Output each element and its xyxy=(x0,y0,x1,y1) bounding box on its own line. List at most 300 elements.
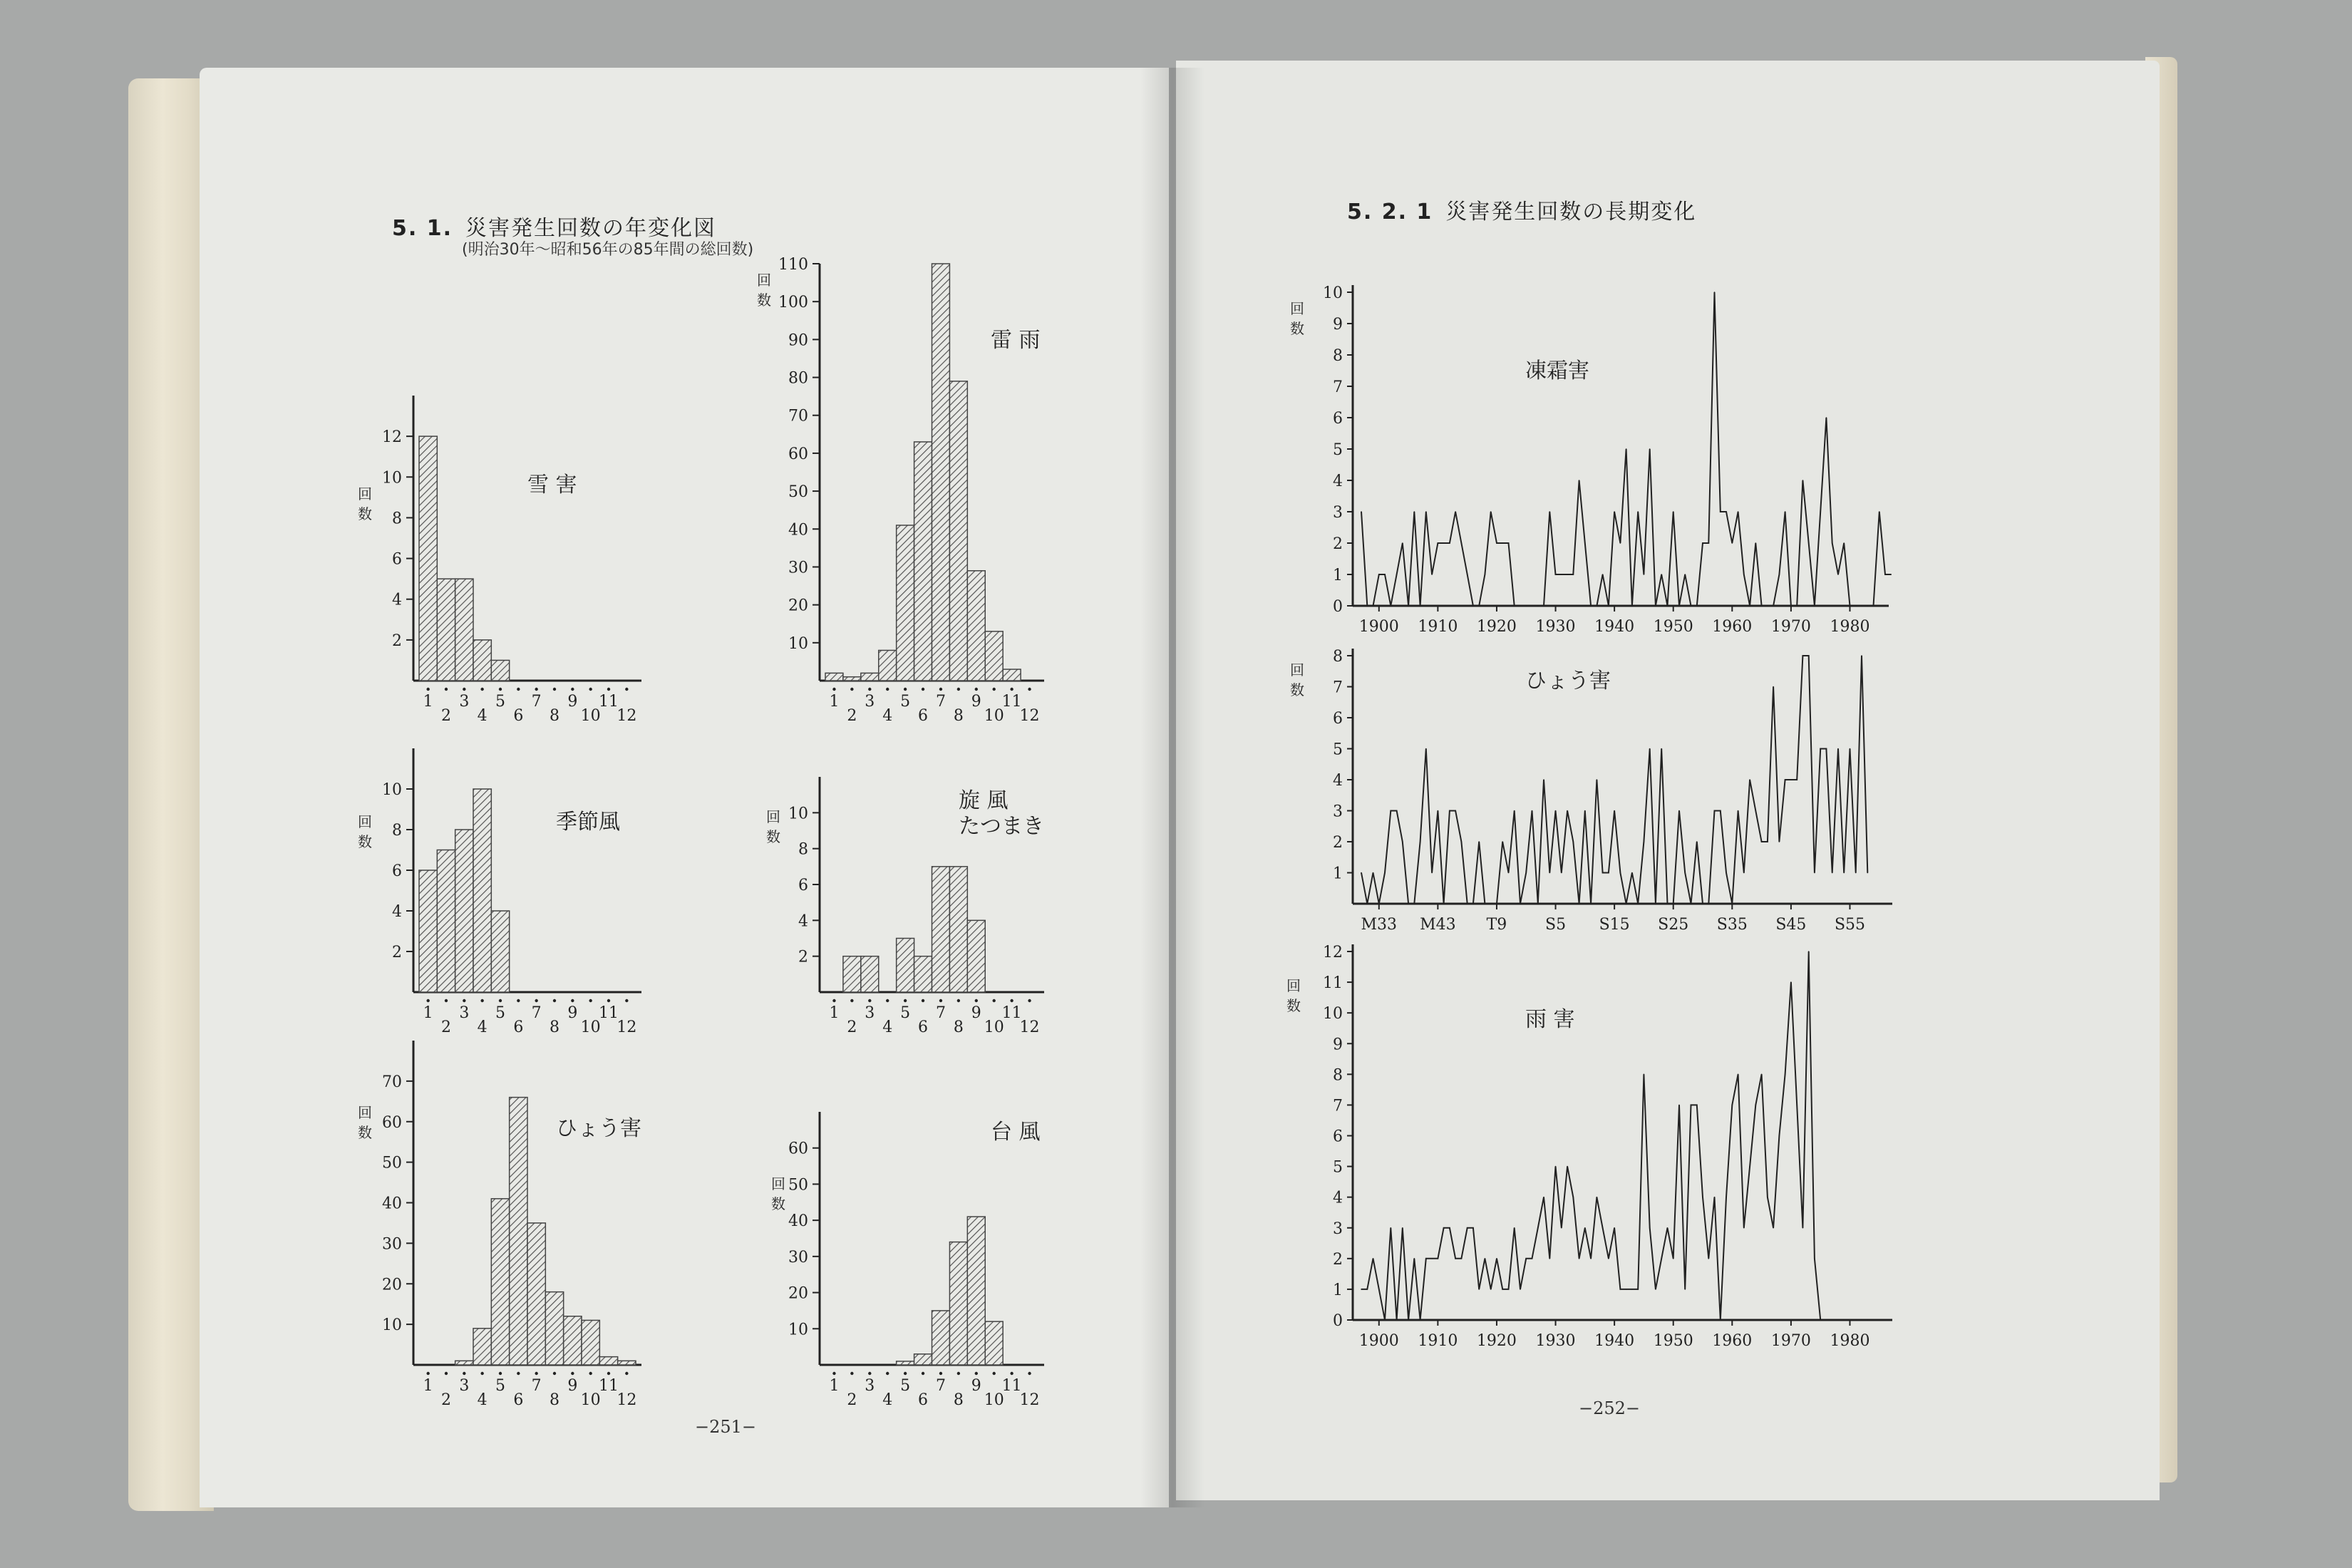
x-tick-dot xyxy=(463,688,465,691)
x-tick-label: 1950 xyxy=(1653,1332,1693,1350)
data-point xyxy=(1472,903,1474,904)
data-point xyxy=(1861,605,1862,607)
data-point xyxy=(1796,779,1797,780)
y-tick-label: 8 xyxy=(1333,648,1343,666)
data-point xyxy=(1496,903,1497,904)
data-point xyxy=(1637,511,1639,512)
data-point xyxy=(1438,542,1439,544)
y-tick-label: 8 xyxy=(798,840,808,859)
data-point xyxy=(1461,841,1463,842)
data-point xyxy=(1472,1227,1474,1229)
data-point xyxy=(1614,511,1615,512)
x-tick-label: 1980 xyxy=(1830,618,1870,636)
data-point xyxy=(1644,841,1645,842)
data-point xyxy=(1696,605,1698,607)
bar-7 xyxy=(932,867,950,992)
bar-6 xyxy=(914,442,932,681)
x-tick-dot xyxy=(868,999,871,1002)
x-tick-label: 1900 xyxy=(1358,1332,1399,1350)
bar-7 xyxy=(527,1223,545,1365)
x-tick-label: 1970 xyxy=(1770,618,1811,636)
x-tick-dot xyxy=(975,999,978,1002)
x-tick-label: 10 xyxy=(984,1391,1004,1409)
x-tick-label: 4 xyxy=(477,1018,488,1036)
y-tick-label: 3 xyxy=(1333,504,1343,522)
x-tick-label: 11 xyxy=(1001,693,1022,711)
x-tick-label: 9 xyxy=(567,693,578,711)
x-tick-dot xyxy=(1010,1372,1013,1375)
chart-whirlwind xyxy=(766,777,1044,1036)
y-tick-label: 60 xyxy=(382,1113,402,1132)
data-point xyxy=(1655,903,1656,904)
data-point xyxy=(1808,951,1810,952)
data-point xyxy=(1814,605,1815,607)
bar-2 xyxy=(843,677,861,681)
data-point xyxy=(1843,542,1845,544)
y-tick-label: 70 xyxy=(382,1073,402,1091)
data-point xyxy=(1467,574,1468,575)
chart-title: 季節風 xyxy=(556,810,620,835)
data-point xyxy=(1738,511,1739,512)
x-tick-dot xyxy=(1028,1372,1031,1375)
data-point xyxy=(1749,1166,1750,1167)
x-tick-label: 6 xyxy=(513,707,524,725)
data-point xyxy=(1590,903,1592,904)
data-point xyxy=(1431,872,1433,874)
data-point xyxy=(1366,903,1368,904)
bar-8 xyxy=(949,381,967,681)
x-tick-label: 11 xyxy=(599,1377,619,1395)
data-point xyxy=(1608,1258,1609,1259)
bar-10 xyxy=(985,1321,1003,1365)
x-tick-dot xyxy=(939,1372,942,1375)
x-tick-dot xyxy=(480,1372,483,1375)
x-tick-dot xyxy=(499,1372,502,1375)
y-tick-label: 50 xyxy=(788,1176,808,1195)
data-point xyxy=(1673,1258,1674,1259)
x-tick-label: 10 xyxy=(580,707,601,725)
data-point xyxy=(1590,1258,1592,1259)
y-tick-label: 5 xyxy=(1333,441,1343,459)
y-axis-label: 数 xyxy=(766,828,780,845)
data-point xyxy=(1579,903,1580,904)
y-tick-label: 100 xyxy=(778,294,808,312)
data-point xyxy=(1684,872,1686,874)
bar-6 xyxy=(914,956,932,992)
data-point xyxy=(1478,1289,1480,1290)
x-tick-dot xyxy=(868,688,871,691)
bar-8 xyxy=(545,1292,563,1365)
x-tick-dot xyxy=(445,1372,448,1375)
bar-10 xyxy=(582,1320,599,1365)
bar-5 xyxy=(897,939,914,993)
y-tick-label: 5 xyxy=(1333,1158,1343,1177)
data-point xyxy=(1579,1258,1580,1259)
chart-title: 雪 害 xyxy=(527,473,577,497)
x-tick-label: 10 xyxy=(580,1018,601,1036)
bar-2 xyxy=(437,579,455,681)
x-tick-dot xyxy=(904,688,907,691)
data-point xyxy=(1467,903,1468,904)
data-point xyxy=(1820,511,1821,512)
chart-hail_long xyxy=(1290,648,1892,934)
data-point xyxy=(1478,841,1480,842)
x-tick-label: 9 xyxy=(971,693,981,711)
data-point xyxy=(1861,1319,1862,1321)
right-page-number: −252− xyxy=(1579,1398,1641,1418)
x-tick-label: 4 xyxy=(477,1391,488,1409)
data-point xyxy=(1802,480,1804,481)
x-tick-dot xyxy=(607,999,610,1002)
data-point xyxy=(1514,605,1515,607)
x-tick-dot xyxy=(517,688,520,691)
x-tick-label: 2 xyxy=(441,1391,451,1409)
data-point xyxy=(1485,1258,1486,1259)
data-point xyxy=(1867,872,1868,874)
x-tick-label: 11 xyxy=(599,693,619,711)
bar-5 xyxy=(491,660,509,681)
x-tick-dot xyxy=(939,688,942,691)
x-tick-dot xyxy=(625,1372,628,1375)
x-tick-label: 1 xyxy=(423,1377,433,1395)
data-point xyxy=(1708,903,1709,904)
x-tick-label: 7 xyxy=(935,693,946,711)
data-point xyxy=(1490,1289,1492,1290)
data-point xyxy=(1767,841,1768,842)
x-tick-label: 4 xyxy=(882,1391,893,1409)
data-point xyxy=(1743,574,1745,575)
y-axis-label: 回 xyxy=(1286,977,1301,994)
x-tick-label: 8 xyxy=(953,707,964,725)
y-axis-label: 数 xyxy=(1290,681,1304,698)
y-tick-label: 50 xyxy=(788,483,808,502)
data-point xyxy=(1678,605,1680,607)
data-point xyxy=(1614,1227,1615,1229)
data-point xyxy=(1620,1289,1621,1290)
data-point xyxy=(1408,1319,1409,1321)
data-point xyxy=(1767,605,1768,607)
y-tick-label: 9 xyxy=(1333,1036,1343,1054)
data-point xyxy=(1525,1258,1527,1259)
data-point xyxy=(1496,1258,1497,1259)
x-tick-dot xyxy=(625,688,628,691)
y-tick-label: 40 xyxy=(788,1212,808,1231)
bar-3 xyxy=(455,830,473,992)
x-tick-label: M33 xyxy=(1361,916,1398,934)
y-axis-label: 回 xyxy=(766,808,780,825)
chart-hail xyxy=(358,1041,641,1409)
bar-4 xyxy=(473,1329,491,1365)
data-point xyxy=(1890,574,1892,575)
x-tick-label: 1940 xyxy=(1594,618,1635,636)
data-point xyxy=(1532,605,1533,607)
x-tick-label: 7 xyxy=(531,693,542,711)
y-tick-label: 7 xyxy=(1333,679,1343,697)
data-point xyxy=(1438,810,1439,812)
x-tick-dot xyxy=(904,1372,907,1375)
x-tick-label: 12 xyxy=(1019,1018,1040,1036)
chart-title: 凍霜害 xyxy=(1525,359,1589,383)
data-point xyxy=(1732,903,1733,904)
y-tick-label: 12 xyxy=(1323,944,1343,961)
x-tick-dot xyxy=(499,999,502,1002)
x-tick-label: 10 xyxy=(580,1391,601,1409)
bar-1 xyxy=(419,870,437,992)
data-point xyxy=(1366,1289,1368,1290)
data-point xyxy=(1726,511,1727,512)
data-point xyxy=(1502,1289,1503,1290)
y-tick-label: 2 xyxy=(1333,1250,1343,1269)
x-tick-label: 12 xyxy=(617,707,637,725)
y-tick-label: 4 xyxy=(392,591,402,609)
x-tick-dot xyxy=(993,999,996,1002)
x-tick-dot xyxy=(975,1372,978,1375)
x-tick-dot xyxy=(535,1372,537,1375)
data-point xyxy=(1567,574,1568,575)
bar-9 xyxy=(967,571,985,681)
data-point xyxy=(1449,810,1450,812)
data-point xyxy=(1631,605,1633,607)
data-point xyxy=(1396,810,1398,812)
data-point xyxy=(1714,292,1716,293)
x-tick-dot xyxy=(445,999,448,1002)
data-point xyxy=(1837,748,1839,750)
data-point xyxy=(1584,810,1586,812)
x-tick-dot xyxy=(832,688,835,691)
x-tick-dot xyxy=(553,1372,556,1375)
data-point xyxy=(1649,1227,1651,1229)
data-point xyxy=(1779,574,1780,575)
data-point xyxy=(1773,605,1774,607)
x-tick-label: 6 xyxy=(513,1018,524,1036)
x-tick-label: 1970 xyxy=(1770,1332,1811,1350)
data-point xyxy=(1673,903,1674,904)
bar-10 xyxy=(985,631,1003,681)
y-tick-label: 1 xyxy=(1333,567,1343,584)
x-tick-dot xyxy=(426,999,429,1002)
y-axis-label: 数 xyxy=(358,833,372,850)
data-point xyxy=(1361,872,1362,874)
x-tick-dot xyxy=(957,1372,960,1375)
right-title-number: 5. 2. 1 xyxy=(1347,200,1433,225)
data-point xyxy=(1420,841,1421,842)
data-point xyxy=(1390,605,1391,607)
x-tick-dot xyxy=(480,688,483,691)
x-tick-dot xyxy=(499,688,502,691)
y-axis-label: 回 xyxy=(1290,661,1304,679)
data-point xyxy=(1537,903,1539,904)
data-point xyxy=(1555,574,1557,575)
y-tick-label: 20 xyxy=(788,1284,808,1303)
data-point xyxy=(1661,574,1662,575)
data-point xyxy=(1832,542,1833,544)
data-point xyxy=(1455,511,1456,512)
data-point xyxy=(1373,1258,1374,1259)
x-tick-label: 5 xyxy=(900,1004,911,1022)
data-point xyxy=(1678,810,1680,812)
bar-5 xyxy=(897,1361,914,1365)
x-tick-label: 1960 xyxy=(1712,618,1753,636)
y-tick-label: 60 xyxy=(788,1140,808,1158)
y-tick-label: 60 xyxy=(788,445,808,463)
x-tick-dot xyxy=(832,999,835,1002)
chart-title: たつまき xyxy=(959,814,1044,839)
y-axis-label: 回 xyxy=(358,1104,372,1121)
bar-11 xyxy=(1003,669,1021,681)
left-page-number: −251− xyxy=(695,1417,757,1437)
data-point xyxy=(1408,903,1409,904)
data-point xyxy=(1708,542,1709,544)
data-point xyxy=(1802,655,1804,656)
y-tick-label: 10 xyxy=(382,781,402,799)
x-tick-dot xyxy=(993,688,996,691)
data-point xyxy=(1597,1197,1598,1198)
y-tick-label: 6 xyxy=(1333,1128,1343,1146)
x-tick-label: 1910 xyxy=(1418,1332,1458,1350)
x-tick-label: 4 xyxy=(882,1018,893,1036)
data-point xyxy=(1438,1258,1439,1259)
chart-title: ひょう害 xyxy=(556,1116,641,1141)
bar-2 xyxy=(437,850,455,993)
data-point xyxy=(1884,574,1886,575)
data-point xyxy=(1779,1135,1780,1137)
x-tick-dot xyxy=(607,1372,610,1375)
x-tick-label: 11 xyxy=(1001,1377,1022,1395)
x-tick-label: 2 xyxy=(441,707,451,725)
x-tick-label: 6 xyxy=(918,1391,929,1409)
data-point xyxy=(1773,1227,1774,1229)
data-point xyxy=(1573,1197,1574,1198)
y-tick-label: 7 xyxy=(1333,1097,1343,1115)
data-point xyxy=(1584,1227,1586,1229)
data-point xyxy=(1855,605,1857,607)
data-point xyxy=(1525,605,1527,607)
data-point xyxy=(1402,841,1403,842)
data-point xyxy=(1720,1319,1721,1321)
data-point xyxy=(1790,605,1792,607)
x-tick-label: 9 xyxy=(567,1377,578,1395)
data-point xyxy=(1449,542,1450,544)
data-point xyxy=(1808,542,1810,544)
data-point xyxy=(1714,810,1716,812)
x-tick-label: 5 xyxy=(495,1377,505,1395)
data-point xyxy=(1837,1319,1839,1321)
y-tick-label: 30 xyxy=(382,1235,402,1254)
chart-title: ひょう害 xyxy=(1525,669,1611,693)
y-tick-label: 4 xyxy=(1333,473,1343,490)
bar-12 xyxy=(618,1361,636,1365)
x-tick-label: 5 xyxy=(900,693,911,711)
x-tick-label: 4 xyxy=(882,707,893,725)
x-tick-dot xyxy=(975,688,978,691)
y-tick-label: 0 xyxy=(1333,598,1343,616)
data-point xyxy=(1543,605,1544,607)
data-point xyxy=(1455,1258,1456,1259)
x-tick-label: 7 xyxy=(531,1004,542,1022)
x-tick-label: 3 xyxy=(459,1377,470,1395)
data-point xyxy=(1667,605,1668,607)
data-point xyxy=(1626,448,1627,450)
bar-6 xyxy=(510,1098,527,1365)
x-tick-label: 3 xyxy=(865,693,875,711)
y-tick-label: 40 xyxy=(382,1195,402,1213)
x-tick-label: S5 xyxy=(1545,916,1567,934)
y-tick-label: 20 xyxy=(382,1276,402,1294)
x-tick-label: 12 xyxy=(617,1018,637,1036)
data-point xyxy=(1402,542,1403,544)
data-point xyxy=(1361,1289,1362,1290)
data-point xyxy=(1431,1258,1433,1259)
data-point xyxy=(1691,1105,1692,1106)
x-tick-label: 3 xyxy=(459,693,470,711)
y-tick-label: 10 xyxy=(788,805,808,823)
x-tick-label: S15 xyxy=(1599,916,1630,934)
y-tick-label: 80 xyxy=(788,369,808,388)
data-point xyxy=(1708,1258,1709,1259)
data-point xyxy=(1549,1258,1550,1259)
x-tick-dot xyxy=(571,688,574,691)
chart-title: 雷 雨 xyxy=(991,328,1041,353)
data-point xyxy=(1755,810,1757,812)
y-axis-label: 回 xyxy=(771,1175,785,1192)
data-point xyxy=(1826,417,1827,418)
x-tick-label: 1910 xyxy=(1418,618,1458,636)
data-point xyxy=(1508,1289,1510,1290)
data-point xyxy=(1420,605,1421,607)
x-tick-label: 2 xyxy=(441,1018,451,1036)
x-tick-label: S25 xyxy=(1658,916,1689,934)
x-tick-dot xyxy=(589,1372,592,1375)
data-point xyxy=(1361,511,1362,512)
data-point xyxy=(1808,655,1810,656)
x-tick-dot xyxy=(571,999,574,1002)
data-point xyxy=(1684,574,1686,575)
x-tick-label: 8 xyxy=(550,1018,559,1036)
x-tick-dot xyxy=(886,999,889,1002)
data-point xyxy=(1691,903,1692,904)
x-tick-label: 6 xyxy=(513,1391,524,1409)
data-point xyxy=(1644,1074,1645,1076)
data-point xyxy=(1861,655,1862,656)
y-tick-label: 8 xyxy=(392,822,402,840)
data-point xyxy=(1649,448,1651,450)
data-point xyxy=(1508,542,1510,544)
y-tick-label: 3 xyxy=(1333,1219,1343,1238)
x-tick-label: 1940 xyxy=(1594,1332,1635,1350)
data-point xyxy=(1655,1289,1656,1290)
data-point xyxy=(1702,903,1703,904)
y-tick-label: 30 xyxy=(788,1248,808,1267)
data-point xyxy=(1655,605,1656,607)
data-point xyxy=(1644,574,1645,575)
x-tick-label: 5 xyxy=(495,693,505,711)
y-axis-label: 数 xyxy=(358,1124,372,1141)
x-tick-label: 11 xyxy=(599,1004,619,1022)
data-point xyxy=(1396,574,1398,575)
x-tick-label: 1 xyxy=(423,1004,433,1022)
x-tick-label: 3 xyxy=(865,1377,875,1395)
y-axis-label: 回 xyxy=(358,485,372,502)
data-point xyxy=(1620,542,1621,544)
data-point xyxy=(1472,605,1474,607)
data-point xyxy=(1814,872,1815,874)
data-point xyxy=(1637,1289,1639,1290)
data-point xyxy=(1661,1258,1662,1259)
x-tick-label: 5 xyxy=(495,1004,505,1022)
x-tick-label: 7 xyxy=(935,1377,946,1395)
x-tick-label: 9 xyxy=(971,1004,981,1022)
bar-1 xyxy=(825,673,843,681)
